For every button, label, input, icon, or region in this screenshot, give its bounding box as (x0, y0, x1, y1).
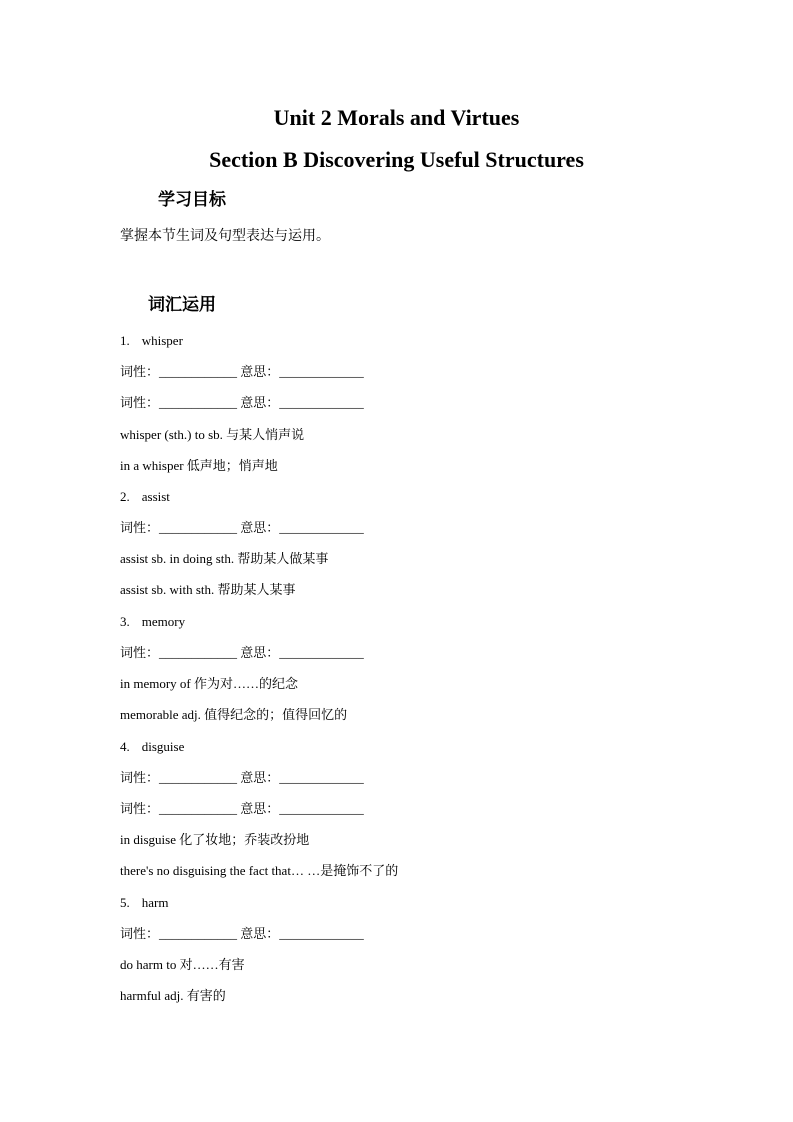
phrase-line: in disguise 化了妆地；乔装改扮地 (120, 832, 310, 847)
fill-line: 词性：____________ 意思：_____________ (120, 926, 364, 941)
item-number: 1. (120, 333, 130, 348)
phrase-line: in a whisper 低声地；悄声地 (120, 458, 278, 473)
item-word: whisper (141, 333, 183, 348)
document-subtitle: Section B Discovering Useful Structures (209, 147, 584, 172)
vocab-heading: 词汇运用 (148, 295, 216, 315)
fill-line: 词性：____________ 意思：_____________ (120, 770, 364, 785)
phrase-line: memorable adj. 值得纪念的；值得回忆的 (120, 707, 348, 722)
phrase-line: in memory of 作为对……的纪念 (120, 676, 299, 691)
phrase-line: there's no disguising the fact that… …是掩饰不了的 (120, 863, 399, 878)
item-word: memory (141, 614, 186, 629)
fill-line: 词性：____________ 意思：_____________ (120, 395, 364, 410)
phrase-line: harmful adj. 有害的 (120, 988, 226, 1003)
item-word: disguise (141, 739, 185, 754)
fill-line: 词性：____________ 意思：_____________ (120, 645, 364, 660)
item-number: 4. (120, 739, 130, 754)
vocab-item-1 (120, 332, 183, 350)
fill-line: 词性：____________ 意思：_____________ (120, 520, 364, 535)
phrase-line: do harm to 对……有害 (120, 957, 245, 972)
objective-heading: 学习目标 (158, 190, 226, 210)
item-number: 2. (120, 489, 130, 504)
vocab-item-5 (120, 894, 168, 912)
item-word: assist (141, 489, 170, 504)
vocab-item-4 (120, 738, 184, 756)
item-number: 5. (120, 895, 130, 910)
item-number: 3. (120, 614, 130, 629)
vocab-item-2 (120, 488, 170, 506)
vocab-item-3 (120, 613, 185, 631)
objective-text: 掌握本节生词及句型表达与运用。 (120, 229, 330, 244)
phrase-line: assist sb. with sth. 帮助某人某事 (120, 582, 296, 597)
fill-line: 词性：____________ 意思：_____________ (120, 364, 364, 379)
item-word: harm (141, 895, 169, 910)
document-title: Unit 2 Morals and Virtues (273, 105, 520, 130)
phrase-line: assist sb. in doing sth. 帮助某人做某事 (120, 551, 329, 566)
fill-line: 词性：____________ 意思：_____________ (120, 801, 364, 816)
phrase-line: whisper (sth.) to sb. 与某人悄声说 (120, 427, 305, 442)
